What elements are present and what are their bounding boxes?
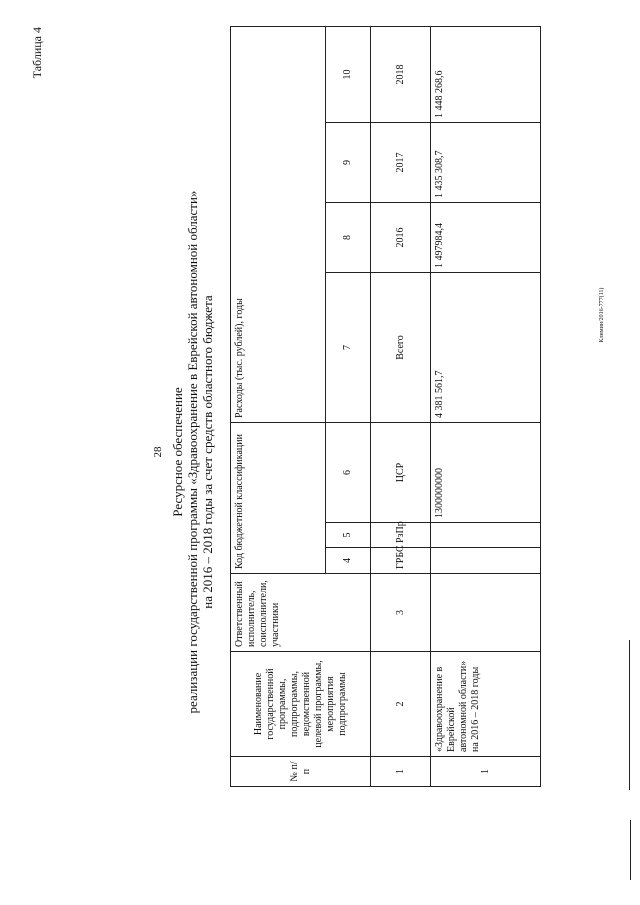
header-budget-code: Код бюджетной классификации [231, 423, 326, 574]
title-line-3: на 2016 – 2018 годы за счет средств областного бюджета [200, 295, 215, 609]
colnum-5: 5 [326, 523, 371, 548]
colnum-2: 2 [371, 652, 431, 757]
colnum-9: 9 [326, 123, 371, 203]
table-row [431, 26, 541, 786]
resource-table [230, 26, 541, 787]
header-num: № п/п [231, 757, 371, 787]
colnum-3: 3 [371, 574, 431, 652]
footer-code-wrap [596, 235, 608, 395]
row-csr: 1300000000 [431, 423, 541, 523]
header-executor: Ответственный исполнитель, соисполнители, участники [231, 574, 371, 652]
title-line-2: реализации государственной программы «Здравоохранение в Еврейской автономной области» [185, 190, 200, 714]
row-name: «Здравоохранение в Еврейской автономной области» на 2016 – 2018 годы [431, 652, 541, 757]
sub-2016: 2016 [371, 203, 431, 273]
row-2016: 1 497984,4 [431, 203, 541, 273]
row-executor [431, 574, 541, 652]
title-line-1: Ресурсное обеспечение [170, 387, 185, 517]
row-num: 1 [431, 757, 541, 787]
header-name: Наименование государственной программы, подпрограммы, ведомственной целевой программы, мероприятия подпрограммы [231, 652, 371, 757]
table-label: Таблица 4 [30, 27, 44, 79]
sub-total: Всего [371, 273, 431, 423]
colnum-1: 1 [371, 757, 431, 787]
sub-2018: 2018 [371, 26, 431, 122]
colnum-6: 6 [326, 423, 371, 523]
colnum-4: 4 [326, 548, 371, 574]
header-expenses: Расходы (тыс. рублей), годы [231, 26, 326, 422]
page-number: 28 [152, 446, 164, 458]
sub-csr: ЦСР [371, 423, 431, 523]
document-title [170, 22, 215, 882]
colnum-10: 10 [326, 26, 371, 122]
sub-rzpr: РзПр [371, 523, 431, 548]
row-2018: 1 448 268,6 [431, 26, 541, 122]
row-total: 4 381 561,7 [431, 273, 541, 423]
row-rzpr [431, 523, 541, 548]
colnum-8: 8 [326, 203, 371, 273]
colnum-7: 7 [326, 273, 371, 423]
row-grbs [431, 548, 541, 574]
sub-grbs: ГРБС [371, 548, 431, 574]
rotated-sheet [20, 22, 620, 882]
scan-edge-line [630, 820, 631, 880]
footer-code: Клнмин/2016-777(11) [599, 287, 605, 343]
scan-edge-line [629, 640, 630, 790]
row-2017: 1 435 308,7 [431, 123, 541, 203]
sub-2017: 2017 [371, 123, 431, 203]
